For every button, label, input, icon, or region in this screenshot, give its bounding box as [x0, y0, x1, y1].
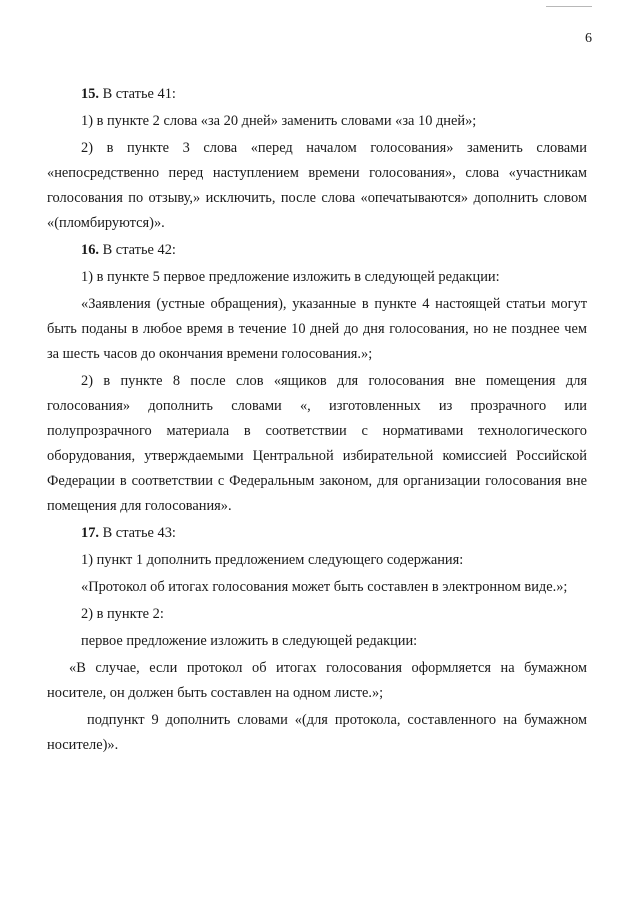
article-15-number: 15.: [81, 86, 99, 102]
article-17-quote-1: «Протокол об итогах голосования может быть составлен в электронном виде.»;: [81, 579, 568, 595]
article-16-title: В статье 42:: [102, 242, 176, 258]
article-17-subitem-9: подпункт 9 дополнить словами «(для протокола, составленного на бумажном носителе)».: [47, 712, 587, 753]
page-number: 6: [585, 31, 592, 46]
article-17-item-2: 2) в пункте 2:: [81, 606, 164, 622]
article-17-item-1: 1) пункт 1 дополнить предложением следующего содержания:: [81, 552, 464, 568]
article-15-heading: [47, 82, 587, 107]
article-15-item-2: 2) в пункте 3 слова «перед началом голосования» заменить словами «непосредственно перед наступлением времени голосования», слова «участникам голосования по отзыву,» исключить, после слова «опечатываются» дополнить словом «(пломбируются)».: [47, 140, 587, 231]
article-15-item-1: 1) в пункте 2 слова «за 20 дней» заменить словами «за 10 дней»;: [81, 113, 477, 129]
article-17-title: В статье 43:: [102, 525, 176, 541]
article-17-number: 17.: [81, 525, 99, 541]
article-17-heading: [47, 521, 587, 546]
article-16-item-1: 1) в пункте 5 первое предложение изложить в следующей редакции:: [81, 269, 500, 285]
article-16-quote: «Заявления (устные обращения), указанные в пункте 4 настоящей статьи могут быть поданы в любое время в течение 10 дней до дня голосования, но не позднее чем за шесть часов до окончания времени голосования.»;: [47, 296, 587, 362]
article-17-item-2-sentence: первое предложение изложить в следующей редакции:: [81, 633, 418, 649]
scan-mark: [546, 0, 592, 7]
article-17-quote-2: «В случае, если протокол об итогах голосования оформляется на бумажном носителе, он должен быть составлен на одном листе.»;: [47, 660, 587, 701]
article-16-item-2: 2) в пункте 8 после слов «ящиков для голосования вне помещения для голосования» дополнить словами «, изготовленных из прозрачного или полупрозрачного материала в соответствии с нормативами технологического оборудования, утверждаемыми Центральной избирательной комиссией Российской Федерации в соответствии с Федеральным законом, для организации голосования вне помещения для голосования».: [47, 373, 587, 514]
document-body: [47, 82, 587, 758]
article-15-title: В статье 41:: [102, 86, 176, 102]
article-16-heading: [47, 238, 587, 263]
article-16-number: 16.: [81, 242, 99, 258]
